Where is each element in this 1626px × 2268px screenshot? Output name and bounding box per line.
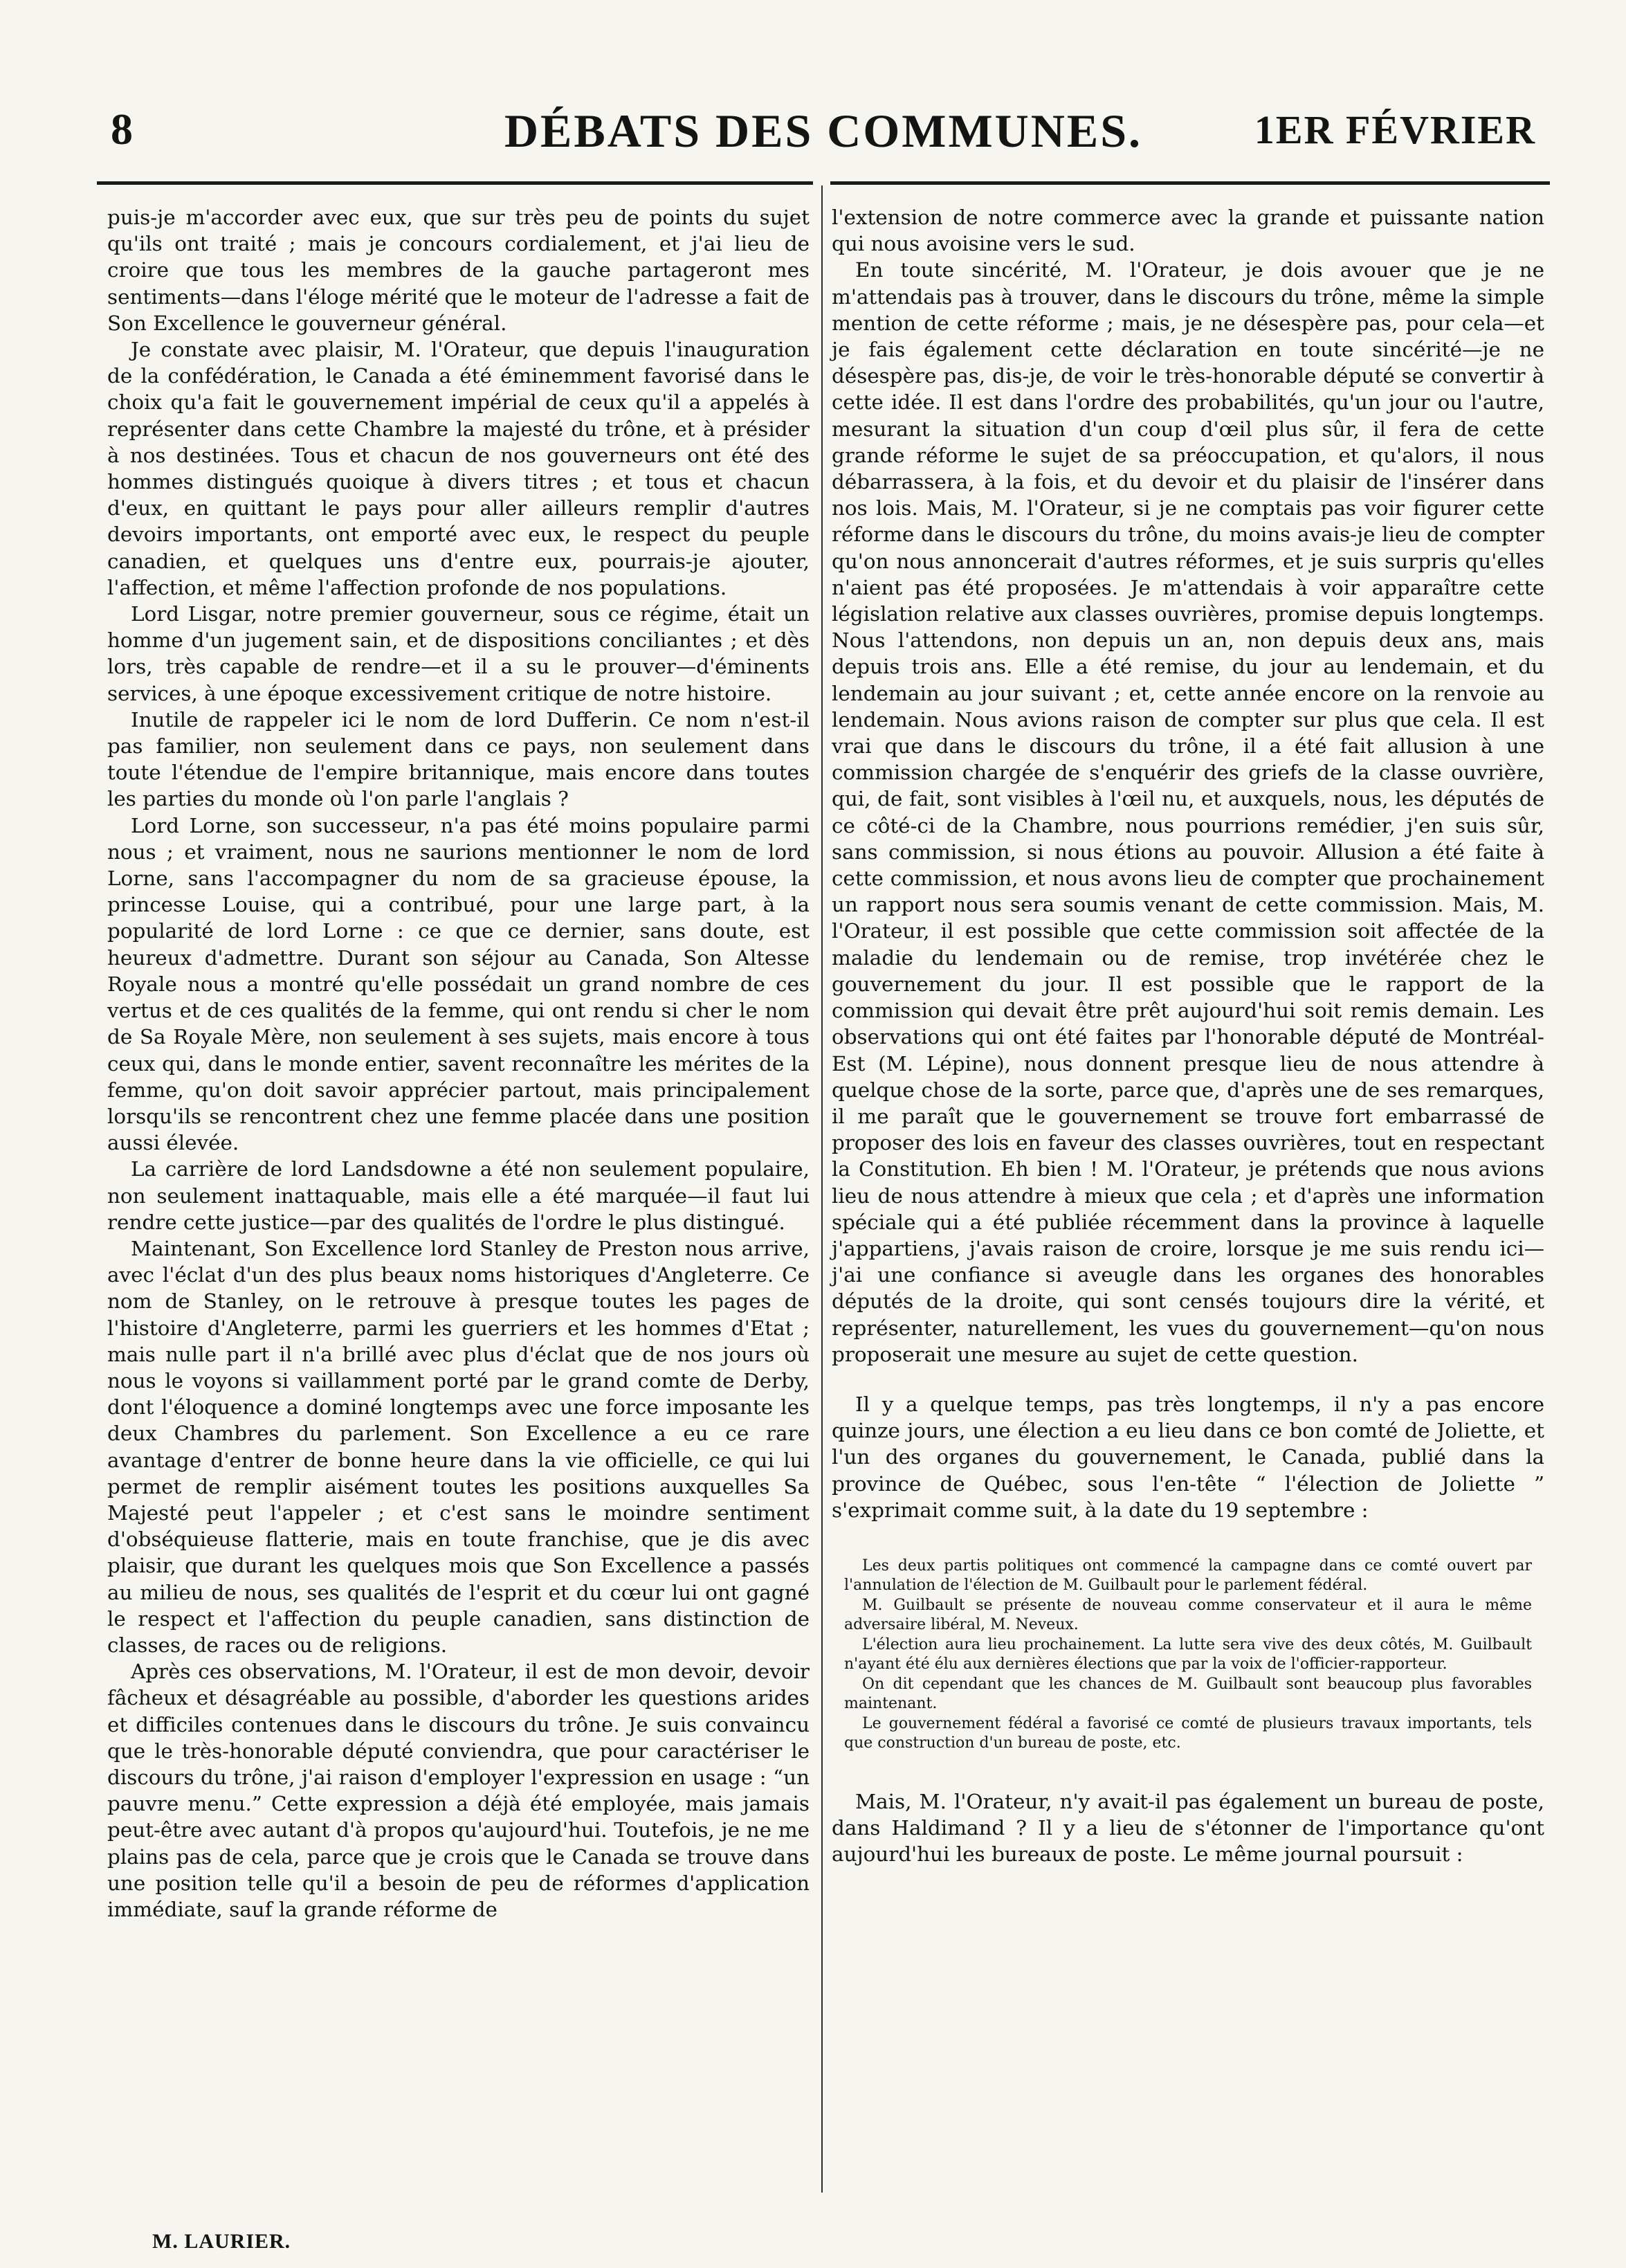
header-rule-left — [97, 181, 813, 185]
quote-paragraph: Le gouvernement fédéral a favorisé ce comté de plusieurs travaux importants, tels que construction d'un bureau de poste, etc. — [844, 1714, 1532, 1752]
paragraph: Je constate avec plaisir, M. l'Orateur, que depuis l'inauguration de la confédération, le Canada a été éminemment favorisé dans le choix qu'a fait le gouvernement impérial de ceux qu'il a appelés à représenter dans cette Chambre la majesté du trône, et à présider à nos destinées. Tous et chacun de nos gouverneurs ont été des hommes distingués quoique à divers titres ; et tous et chacun d'eux, en quittant le pays pour aller ailleurs remplir d'autres devoirs importants, ont emporté avec eux, le respect du peuple canadien, et quelques uns d'entre eux, pourrais-je ajouter, l'affection, et même l'affection profonde de nos populations. — [107, 338, 810, 599]
page-title: DÉBATS DES COMMUNES. — [504, 105, 1143, 157]
paragraph: Mais, M. l'Orateur, n'y avait-il pas également un bureau de poste, dans Haldimand ? Il y a lieu de s'étonner de l'importance qu'ont aujourd'hui les bureaux de poste. Le même journal poursuit : — [832, 1789, 1544, 1867]
quote-paragraph: Les deux partis politiques ont commencé la campagne dans ce comté ouvert par l'annulation de l'élection de M. Guilbault pour le parlement fédéral. — [844, 1557, 1532, 1595]
paragraph: Lord Lisgar, notre premier gouverneur, sous ce régime, était un homme d'un jugement sain, et de dispositions conciliantes ; et dès lors, très capable de rendre—et il a su le prouver—d'éminents services, à une époque excessivement critique de notre histoire. — [107, 602, 810, 705]
page-number: 8 — [111, 105, 133, 154]
left-column — [107, 204, 810, 1923]
header-rule-right — [830, 181, 1550, 185]
newspaper-quote — [844, 1557, 1532, 1754]
page-header — [111, 104, 1536, 166]
paragraph: puis-je m'accorder avec eux, que sur très peu de points du sujet qu'ils ont traité ; mais je concours cordialement, et j'ai lieu de croire que tous les membres de la gauche partageront mes sentiments—dans l'éloge mérité que le moteur de l'adresse a fait de Son Excellence le gouverneur général. — [107, 206, 810, 335]
right-column — [832, 204, 1544, 1868]
paragraph: Il y a quelque temps, pas très longtemps, il n'y a pas encore quinze jours, une élection a eu lieu dans ce bon comté de Joliette, et l'un des organes du gouvernement, le Canada, publié dans la province de Québec, sous l'en-tête “ l'élection de Joliette ” s'exprimait comme suit, à la date du 19 septembre : — [832, 1392, 1544, 1522]
paragraph: Maintenant, Son Excellence lord Stanley de Preston nous arrive, avec l'éclat d'un des plus beaux noms historiques d'Angleterre. Ce nom de Stanley, on le retrouve à presque toutes les pages de l'histoire d'Angleterre, parmi les guerriers et les hommes d'Etat ; mais nulle part il n'a brillé avec plus d'éclat que de nos jours où nous le voyons si vaillamment porté par le grand comte de Derby, dont l'éloquence a dominé longtemps avec une force imposante les deux Chambres du parlement. Son Excellence a eu ce rare avantage d'entrer de bonne heure dans la vie officielle, ce qui lui permet de remplir aisément toutes les positions auxquelles Sa Majesté peut l'appeler ; et c'est sans le moindre sentiment d'obséquieuse flatterie, mais en toute franchise, que je dis avec plaisir, que durant les quelques mois que Son Excellence a passés au milieu de nous, ses qualités de l'esprit et du cœur lui ont gagné le respect et l'affection du peuple canadien, sans distinction de classes, de races ou de religions. — [107, 1236, 810, 1657]
quote-paragraph: M. Guilbault se présente de nouveau comme conservateur et il aura le même adversaire libéral, M. Neveux. — [844, 1596, 1532, 1634]
quote-paragraph: L'élection aura lieu prochainement. La lutte sera vive des deux côtés, M. Guilbault n'ayant été élu aux dernières élections que par la voix de l'officier-rapporteur. — [844, 1635, 1532, 1673]
column-divider — [821, 185, 823, 2193]
speaker-name: M. LAURIER. — [152, 2230, 291, 2253]
paragraph: En toute sincérité, M. l'Orateur, je dois avouer que je ne m'attendais pas à trouver, dans le discours du trône, même la simple mention de cette réforme ; mais, je ne désespère pas, pour cela—et je fais également cette déclaration en toute sincérité—je ne désespère pas, dis-je, de voir le très-honorable député se convertir à cette idée. Il est dans l'ordre des probabilités, qu'un jour ou l'autre, mesurant la situation d'un coup d'œil plus sûr, il fera de cette grande réforme le sujet de sa préoccupation, et qu'alors, il nous débarrassera, à la fois, et du devoir et du plaisir de l'insérer dans nos lois. Mais, M. l'Orateur, si je ne comptais pas voir figurer cette réforme dans le discours du trône, du moins avais-je lieu de compter qu'on nous annoncerait d'autres réformes, et je suis surpris qu'elles n'aient pas été proposées. Je m'attendais à voir apparaître cette législation relative aux classes ouvrières, promise depuis longtemps. Nous l'attendons, non depuis un an, non depuis deux ans, mais depuis trois ans. Elle a été remise, du jour au lendemain, et du lendemain au jour suivant ; et, cette année encore on la renvoie au lendemain. Nous avions raison de compter sur plus que cela. Il est vrai que dans le discours du trône, il a été fait allusion à une commission chargée de s'enquérir des griefs de la classe ouvrière, qui, de fait, sont visibles à l'œil nu, et auxquels, nous, les députés de ce côté-ci de la Chambre, nous pourrions remédier, j'en suis sûr, sans commission, si nous étions au pouvoir. Allusion a été faite à cette commission, et nous avons lieu de compter que prochainement un rapport nous sera soumis venant de cette commission. Mais, M. l'Orateur, il est possible que cette commission soit affectée de la maladie du lendemain ou de remise, trop invétérée chez le gouvernement du jour. Il est possible que le rapport de la commission qui devait être prêt aujourd'hui soit remis demain. Les observations qui ont été faites par l'honorable député de Montréal-Est (M. Lépine), nous donnent presque lieu de nous attendre à quelque chose de la sorte, parce que, d'après une de ses remarques, il me paraît que le gouvernement se trouve fort embarrassé de proposer des lois en faveur des classes ouvrières, tout en respectant la Constitution. Eh bien ! M. l'Orateur, je prétends que nous avions lieu de nous attendre à mieux que cela ; et d'après une information spéciale qui a été publiée récemment dans la province à laquelle j'appartiens, j'avais raison de croire, lorsque je me suis rendu ici—j'ai une confiance si aveugle dans les organes des honorables députés de la droite, qui sont censés toujours dire la vérité, et représenter, naturellement, les vues du gouvernement—qu'on nous proposerait une mesure au sujet de cette question. — [832, 258, 1544, 1366]
page-date: 1ER FÉVRIER — [1254, 107, 1536, 152]
paragraph: Après ces observations, M. l'Orateur, il est de mon devoir, devoir fâcheux et désagréable au possible, d'aborder les questions arides et difficiles contenues dans le discours du trône. Je suis convaincu que le très-honorable député conviendra, que pour caractériser le discours du trône, j'ai raison d'employer l'expression en usage : “un pauvre menu.” Cette expression a déjà été employée, mais jamais peut-être avec autant d'à propos qu'aujourd'hui. Toutefois, je ne me plains pas de cela, parce que je crois que le Canada se trouve dans une position telle qu'il a besoin de peu de réformes d'application immédiate, sauf la grande réforme de — [107, 1660, 810, 1921]
paragraph: l'extension de notre commerce avec la grande et puissante nation qui nous avoisine vers le sud. — [832, 206, 1544, 256]
paragraph: La carrière de lord Landsdowne a été non seulement populaire, non seulement inattaquable, mais elle a été marquée—il faut lui rendre cette justice—par des qualités de l'ordre le plus distingué. — [107, 1157, 810, 1234]
paragraph: Inutile de rappeler ici le nom de lord Dufferin. Ce nom n'est-il pas familier, non seulement dans ce pays, non seulement dans toute l'étendue de l'empire britannique, mais encore dans toutes les parties du monde où l'on parle l'anglais ? — [107, 707, 810, 811]
paragraph: Lord Lorne, son successeur, n'a pas été moins populaire parmi nous ; et vraiment, nous ne saurions mentionner le nom de lord Lorne, sans l'accompagner du nom de sa gracieuse épouse, la princesse Louise, qui a contribué, pour une large part, à la popularité de lord Lorne : ce que ce dernier, sans doute, est heureux d'admettre. Durant son séjour au Canada, Son Altesse Royale nous a montré qu'elle possédait un grand nombre de ces vertus et de ces qualités de la femme, qui ont rendu si cher le nom de Sa Royale Mère, non seulement à ses sujets, mais encore à tous ceux qui, dans le monde entier, savent reconnaître les mérites de la femme, qu'on doit savoir apprécier partout, mais principalement lorsqu'ils se rencontrent chez une femme placée dans une position aussi élevée. — [107, 813, 810, 1155]
quote-paragraph: On dit cependant que les chances de M. Guilbault sont beaucoup plus favorables maintenant. — [844, 1675, 1532, 1713]
